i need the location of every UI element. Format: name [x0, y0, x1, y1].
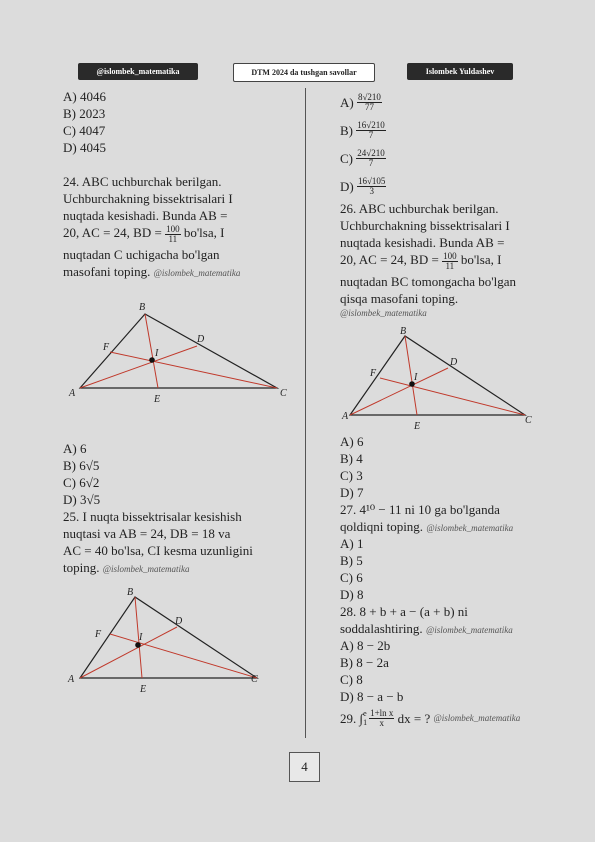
- q27-option-c[interactable]: C) 6: [340, 570, 363, 585]
- header-channel-badge: @islombek_matematika: [78, 63, 198, 80]
- q26-text-line1: 26. ABC uchburchak berilgan.: [340, 201, 499, 216]
- q26-label-b: B: [400, 326, 407, 337]
- q25-label-a: A: [68, 674, 75, 685]
- q26-text-line6: qisqa masofani toping.: [340, 291, 459, 306]
- right-column-lower: [340, 433, 575, 731]
- q26-label-e: E: [414, 421, 421, 432]
- q24-text-line1: 24. ABC uchburchak berilgan.: [63, 174, 222, 189]
- q23-option-c[interactable]: C) 4047: [63, 123, 106, 138]
- q25-label-f: F: [95, 629, 102, 640]
- q28-text-line1: 28. 8 + b + a − (a + b) ni: [340, 604, 468, 619]
- left-column: [63, 88, 298, 280]
- q23b-option-c[interactable]: C) $\frac{24√210}{7}$: [340, 147, 385, 168]
- q24-label-a: A: [69, 388, 76, 399]
- q28-text-line2: soddalashtiring. @islombek_matematika: [340, 621, 513, 636]
- q27-option-a[interactable]: A) 1: [340, 536, 364, 551]
- q26-option-b[interactable]: B) 4: [340, 451, 363, 466]
- q24-label-e: E: [154, 394, 161, 405]
- q24-text-line3: nuqtada kesishadi. Bunda AB =: [63, 208, 228, 223]
- q26-watermark: @islombek_matematika: [340, 308, 427, 318]
- q28-option-a[interactable]: A) 8 − 2b: [340, 638, 391, 653]
- q26-label-f: F: [370, 368, 377, 379]
- q26-label-d: D: [450, 357, 458, 368]
- q27-watermark: @islombek_matematika: [426, 523, 514, 533]
- q23-option-a[interactable]: A) 4046: [63, 89, 106, 104]
- q24-watermark: @islombek_matematika: [153, 268, 241, 278]
- q24-text-line2: Uchburchakning bissektrisalari I: [63, 191, 233, 206]
- q26-text-line4: 20, AC = 24, BD = $\frac{100}{11}$ bo'lsa, I: [340, 250, 502, 271]
- q23b-option-d[interactable]: D) $\frac{16√105}{3}$: [340, 175, 386, 196]
- q24-label-f: F: [103, 342, 110, 353]
- q27-text-line2: qoldiqni toping. @islombek_matematika: [340, 519, 514, 534]
- q25-label-i: I: [139, 632, 143, 643]
- q24-text-line6: masofani toping. @islombek_matematika: [63, 264, 241, 279]
- q23-option-b[interactable]: B) 2023: [63, 106, 106, 121]
- q26-text-line2: Uchburchakning bissektrisalari I: [340, 218, 510, 233]
- q27-option-d[interactable]: D) 8: [340, 587, 364, 602]
- q24-fraction: $\frac{100}{11}$: [166, 223, 180, 244]
- q24-triangle-diagram: [65, 300, 290, 410]
- q28-watermark: @islombek_matematika: [425, 625, 513, 635]
- q24-option-c[interactable]: C) 6√2: [63, 475, 100, 490]
- q25-triangle-diagram: [65, 585, 265, 695]
- q26-option-d[interactable]: D) 7: [340, 485, 364, 500]
- q23b-option-b[interactable]: B) $\frac{16√210}{7}$: [340, 119, 385, 140]
- q29-text: 29. ∫ e 1 $\frac{\text{1+ln x}}{x}$ dx = ? @islombek_matematika: [340, 707, 521, 728]
- q28-option-c[interactable]: C) 8: [340, 672, 363, 687]
- q26-text-line3: nuqtada kesishadi. Bunda AB =: [340, 235, 505, 250]
- q26-text-line5: nuqtadan BC tomongacha bo'lgan: [340, 274, 517, 289]
- q25-text-line2: nuqtasi va AB = 24, DB = 18 va: [63, 526, 231, 541]
- left-column-lower: [63, 440, 298, 576]
- q29-watermark: @islombek_matematika: [433, 712, 521, 723]
- header-author-badge: Islombek Yuldashev: [407, 63, 513, 80]
- q28-option-b[interactable]: B) 8 − 2a: [340, 655, 389, 670]
- q25-text-line1: 25. I nuqta bissektrisalar kesishish: [63, 509, 242, 524]
- q24-text-line4: 20, AC = 24, BD = $\frac{100}{11}$ bo'lsa, I: [63, 223, 225, 244]
- q25-label-e: E: [140, 684, 147, 695]
- q23-option-d[interactable]: D) 4045: [63, 140, 106, 155]
- q25-label-c: C: [251, 674, 258, 685]
- q24-label-c: C: [280, 388, 287, 399]
- q25-label-d: D: [175, 616, 183, 627]
- q28-option-d[interactable]: D) 8 − a − b: [340, 689, 404, 704]
- q24-label-d: D: [197, 334, 205, 345]
- q24-option-b[interactable]: B) 6√5: [63, 458, 100, 473]
- q26-triangle-diagram: [340, 322, 540, 432]
- q24-option-d[interactable]: D) 3√5: [63, 492, 101, 507]
- q26-label-i: I: [414, 372, 418, 383]
- q26-fraction: $\frac{100}{11}$: [443, 250, 457, 271]
- column-divider: [305, 88, 306, 738]
- q24-text-line5: nuqtadan C uchigacha bo'lgan: [63, 247, 220, 262]
- q25-text-line3: AC = 40 bo'lsa, CI kesma uzunligini: [63, 543, 253, 558]
- q25-text-line4: toping. @islombek_matematika: [63, 560, 190, 575]
- q24-label-i: I: [155, 348, 159, 359]
- q23b-option-a[interactable]: A) $\frac{8√210}{77}$: [340, 91, 381, 112]
- q27-text-line1: 27. 4¹⁰ − 11 ni 10 ga bo'lganda: [340, 502, 500, 517]
- page-number: 4: [289, 752, 320, 782]
- header-title-badge: DTM 2024 da tushgan savollar: [233, 63, 375, 82]
- q24-option-a[interactable]: A) 6: [63, 441, 87, 456]
- q26-label-a: A: [342, 411, 349, 422]
- q25-label-b: B: [127, 587, 134, 598]
- q27-option-b[interactable]: B) 5: [340, 553, 363, 568]
- right-column: [340, 88, 570, 319]
- q26-label-c: C: [525, 415, 532, 426]
- q26-option-c[interactable]: C) 3: [340, 468, 363, 483]
- q25-watermark: @islombek_matematika: [102, 564, 190, 574]
- q24-label-b: B: [139, 302, 146, 313]
- q26-option-a[interactable]: A) 6: [340, 434, 364, 449]
